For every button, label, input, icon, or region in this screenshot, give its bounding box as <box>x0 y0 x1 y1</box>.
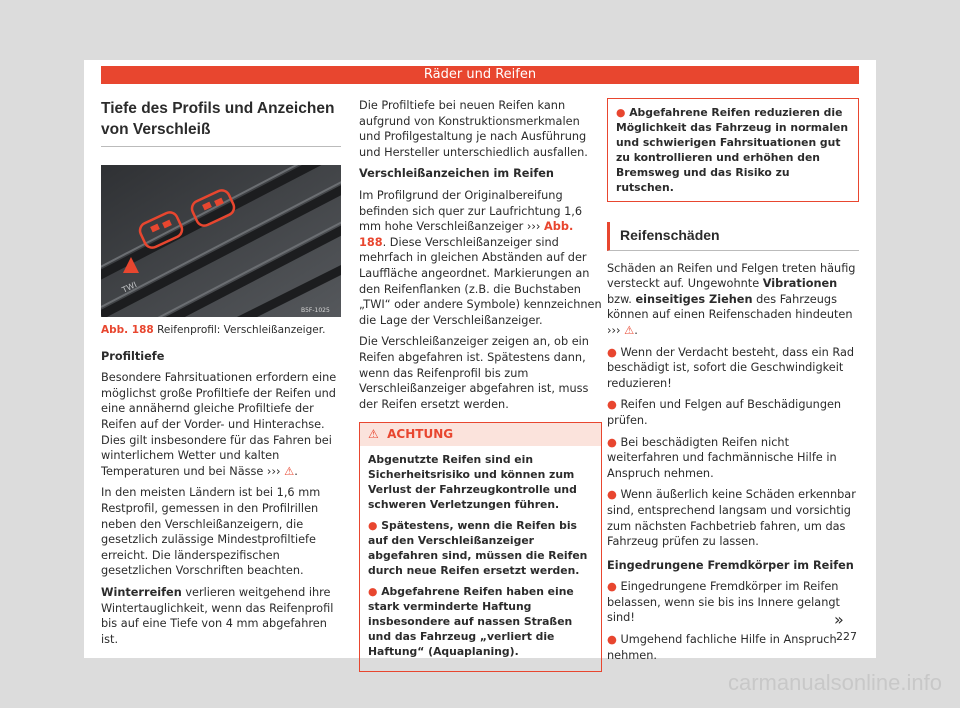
bullet-text: Bei beschädigten Reifen nicht weiterfahren und fachmännische Hilfe in Anspruch nehmen. <box>607 435 837 480</box>
column-left <box>101 98 341 653</box>
subheading-fremdkoerper: Eingedrungene Fremdkörper im Reifen <box>607 558 854 572</box>
bullet-item <box>607 487 859 549</box>
bullet-text: Abgefahrene Reifen haben eine stark verminderte Haftung insbesondere auf nassen Straßen und das Fahrzeug „verliert die Haftung“ (Aquaplaning). <box>368 585 574 659</box>
paragraph-abgefahren: Die Verschleißanzeiger zeigen an, ob ein Reifen abgefahren ist. Spätestens dann, wenn das Reifenprofil bis zum Verschleißanzeiger abgefahren ist, muss der Reifen ersetzt werden. <box>359 335 589 411</box>
paragraph-text: des Fahrzeugs können auf einen Reifenschaden hindeuten ››› <box>607 292 853 337</box>
bullet-icon: ● <box>607 580 621 594</box>
bullet-item <box>607 579 859 626</box>
watermark <box>0 670 960 696</box>
warning-bullet <box>368 518 593 578</box>
paragraph-text: Besondere Fahrsituationen erfordern eine möglichst große Profiltiefe der Reifen und eine annähernd gleiche Profiltiefe der Reifen auf der Vorder- und Hinterachse. Dies gilt insbesondere für das Fahren bei winterlichem Wetter und kalten Temperaturen und bei Nässe ››› <box>101 371 337 478</box>
page-number: 227 <box>836 630 857 643</box>
warning-continuation-box <box>607 98 859 202</box>
tire-tread-photo <box>101 165 341 317</box>
column-middle <box>359 98 602 672</box>
subheading-profiltiefe: Profiltiefe <box>101 349 165 363</box>
figure-code: B5F-1025 <box>301 307 330 314</box>
figure-label: Abb. 188 <box>101 324 154 336</box>
paragraph-text: Im Profilgrund der Originalbereifung befinden sich quer zur Laufrichtung 1,6 mm hohe Verschleißanzeiger ››› <box>359 188 583 234</box>
paragraph-text: bzw. <box>607 292 636 306</box>
figure-text: Reifenprofil: Verschleißanzeiger. <box>157 324 326 336</box>
paragraph-text: verlieren weitgehend ihre Wintertauglichkeit, wenn das Reifenprofil bis auf eine Tiefe von 4 mm abgefahren ist. <box>101 585 334 646</box>
figure-reference-link[interactable]: Abb. 188 <box>359 220 574 249</box>
bullet-item <box>607 345 859 392</box>
warning-ref-icon[interactable]: ⚠ <box>624 323 635 337</box>
bullet-icon: ● <box>368 519 382 533</box>
bullet-text: Wenn äußerlich keine Schäden erkennbar sind, entsprechend langsam und vorsichtig zum nächsten Fachbetrieb fahren, um das Fahrzeug prüfen zu lassen. <box>607 488 856 549</box>
section-title-reifenschaeden: Reifenschäden <box>607 222 859 251</box>
bold-term: Vibrationen <box>762 277 838 291</box>
warning-body <box>360 446 601 671</box>
warning-intro: Abgenutzte Reifen sind ein Sicherheitsrisiko und können zum Verlust der Fahrzeugkontrolle und schweren Verletzungen führen. <box>368 453 577 512</box>
bullet-item <box>607 397 859 428</box>
paragraph-winterreifen <box>101 585 341 647</box>
paragraph-verschleissanzeiger <box>359 188 602 328</box>
bullet-text: Reifen und Felgen auf Beschädigungen prüfen. <box>607 398 842 427</box>
bullet-text: Abgefahrene Reifen reduzieren die Möglichkeit das Fahrzeug in normalen und schwierigen Fahrsituationen gut zu kontrollieren und erhöhen den Bremsweg und das Risiko zu rutschen. <box>616 106 849 194</box>
section-title: Tiefe des Profils und Anzeichen von Verschleiß <box>101 98 341 147</box>
bullet-icon: ● <box>607 345 621 359</box>
paragraph-profiltiefe: Besondere Fahrsituationen erfordern eine möglichst große Profiltiefe der Reifen und eine annähernd gleiche Profiltiefe der Reifen auf der Vorder- und Hinterachse. Dies gilt insbesondere für das Fahren bei winterlichem Wetter und kalten Temperaturen und bei Nässe ››› ⚠. <box>101 371 337 478</box>
section-header: Räder und Reifen <box>101 66 859 84</box>
column-right <box>607 98 859 669</box>
bold-term: einseitiges Ziehen <box>635 292 753 306</box>
paragraph-text: . Diese Verschleißanzeiger sind mehrfach in gleichen Abständen auf der Lauffläche angeordnet. Markierungen an den Reifenflanken (z.B. die Buchstaben „TWI“ oder andere Symbole) kennzeichnen die Lage der Verschleißanzeiger. <box>359 235 602 327</box>
bullet-text: Spätestens, wenn die Reifen bis auf den Verschleißanzeiger abgefahren sind, müssen die Reifen durch neue Reifen ersetzt werden. <box>368 519 588 578</box>
bullet-icon: ● <box>607 633 621 647</box>
warning-box <box>359 422 602 672</box>
paragraph-reifenschaeden: Schäden an Reifen und Felgen treten häufig versteckt auf. Ungewohnte Vibrationen bzw. einseitiges Ziehen des Fahrzeugs können auf einen Reifenschaden hindeuten ››› ⚠. <box>607 261 856 337</box>
bullet-item <box>607 435 859 482</box>
bullet-icon: ● <box>607 398 621 412</box>
bullet-text: Umgehend fachliche Hilfe in Anspruch nehmen. <box>607 633 837 662</box>
paragraph-text: Schäden an Reifen und Felgen treten häufig versteckt auf. Ungewohnte <box>607 261 856 291</box>
bullet-icon: ● <box>607 435 621 449</box>
bullet-icon: ● <box>607 488 621 502</box>
bold-term: Winterreifen <box>101 585 182 599</box>
warning-ref-icon[interactable]: ⚠ <box>284 464 295 478</box>
bullet-item <box>607 632 859 663</box>
bullet-icon: ● <box>368 585 382 599</box>
paragraph-neue-reifen: Die Profiltiefe bei neuen Reifen kann aufgrund von Konstruktionsmerkmalen und Profilgestaltung je nach Ausführung und Hersteller unterschiedlich ausfallen. <box>359 99 588 159</box>
watermark-text: carmanualsonline.info <box>727 670 942 695</box>
warning-title: ACHTUNG <box>387 427 454 442</box>
subheading-verschleissanzeichen: Verschleißanzeichen im Reifen <box>359 167 554 181</box>
continue-arrow-icon: » <box>834 610 844 629</box>
warning-bullet <box>368 584 593 659</box>
bullet-icon: ● <box>616 106 630 119</box>
warning-triangle-icon: ⚠ <box>368 427 379 442</box>
figure-caption <box>101 323 341 339</box>
bullet-text: Eingedrungene Fremdkörper im Reifen belassen, wenn sie bis ins Innere gelangt sind! <box>607 580 840 625</box>
bullet-text: Wenn der Verdacht besteht, dass ein Rad beschädigt ist, sofort die Geschwindigkeit reduzieren! <box>607 345 855 390</box>
paragraph-restprofil: In den meisten Ländern ist bei 1,6 mm Restprofil, gemessen in den Profilrillen neben den Verschleißanzeigern, die gesetzlich zulässige Mindestprofiltiefe erreicht. Die länderspezifischen gesetzlichen Vorschriften beachten. <box>101 486 321 578</box>
tire-tread-illustration <box>101 165 341 317</box>
warning-header <box>360 423 601 446</box>
twi-mark: TWI <box>120 280 139 295</box>
